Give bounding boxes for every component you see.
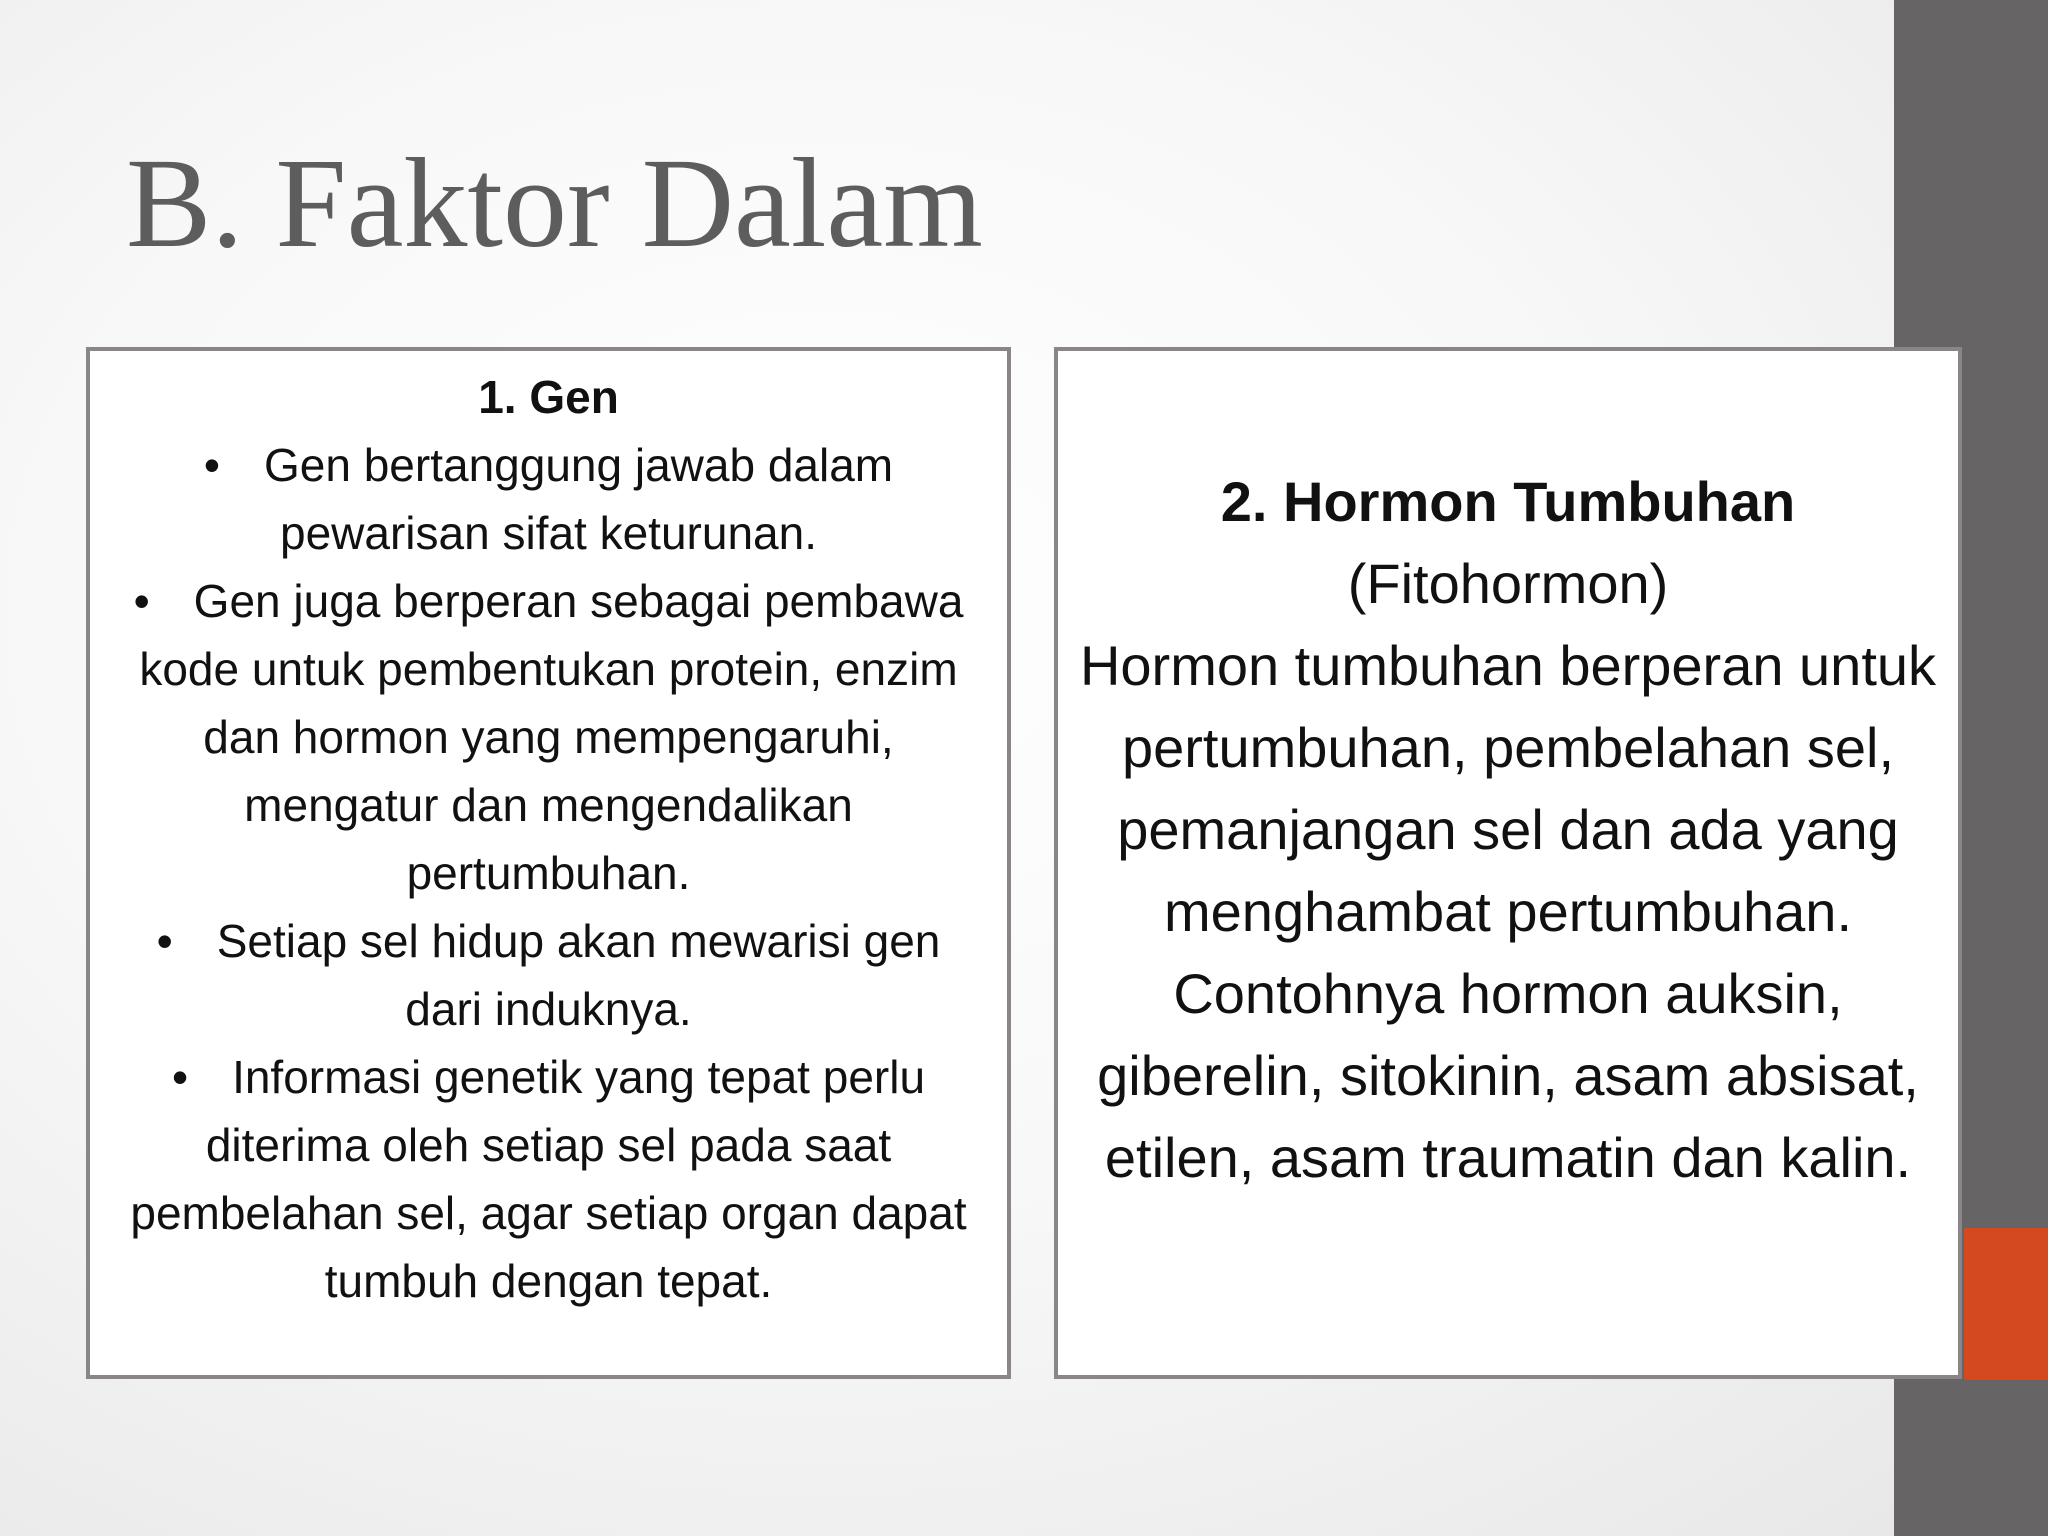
hormone-body-text: Hormon tumbuhan berperan untuk pertumbuhan, pembelahan sel, pemanjangan sel dan ada yang menghambat pertumbuhan. Contohnya hormon auksin, giberelin, sitokinin, asam absisat, etilen, asam traumatin dan kalin. bbox=[1079, 634, 1937, 1189]
bullet-dot-icon: • bbox=[171, 1051, 189, 1103]
bullet-dot-icon: • bbox=[156, 915, 173, 967]
gen-bullet-text: Setiap sel hidup akan mewarisi gen dari induknya. bbox=[216, 915, 941, 1035]
gen-heading: 1. Gen bbox=[478, 371, 619, 423]
hormone-content-box bbox=[1054, 347, 1962, 1379]
gen-content-box bbox=[86, 347, 1011, 1379]
gen-bullet-item bbox=[112, 1043, 985, 1315]
bullet-dot-icon: • bbox=[203, 439, 220, 491]
slide-title: B. Faktor Dalam bbox=[126, 132, 983, 274]
gen-bullet-item bbox=[112, 431, 985, 567]
hormone-heading: 2. Hormon Tumbuhan bbox=[1220, 470, 1796, 533]
gen-bullet-text: Informasi genetik yang tepat perlu diterima oleh setiap sel pada saat pembelahan sel, agar setiap organ dapat tumbuh dengan tepat. bbox=[130, 1051, 967, 1307]
gen-bullet-text: Gen juga berperan sebagai pembawa kode untuk pembentukan protein, enzim dan hormon yang mempengaruhi, mengatur dan mengendalikan pertumbuhan. bbox=[139, 575, 964, 899]
gen-bullet-item bbox=[112, 907, 985, 1043]
bullet-dot-icon: • bbox=[133, 575, 150, 627]
hormone-subheading: (Fitohormon) bbox=[1347, 552, 1669, 615]
gen-bullet-text: Gen bertanggung jawab dalam pewarisan sifat keturunan. bbox=[264, 439, 894, 559]
gen-bullet-list bbox=[112, 431, 985, 1315]
side-accent-block bbox=[1964, 1228, 2048, 1380]
gen-bullet-item bbox=[112, 567, 985, 907]
